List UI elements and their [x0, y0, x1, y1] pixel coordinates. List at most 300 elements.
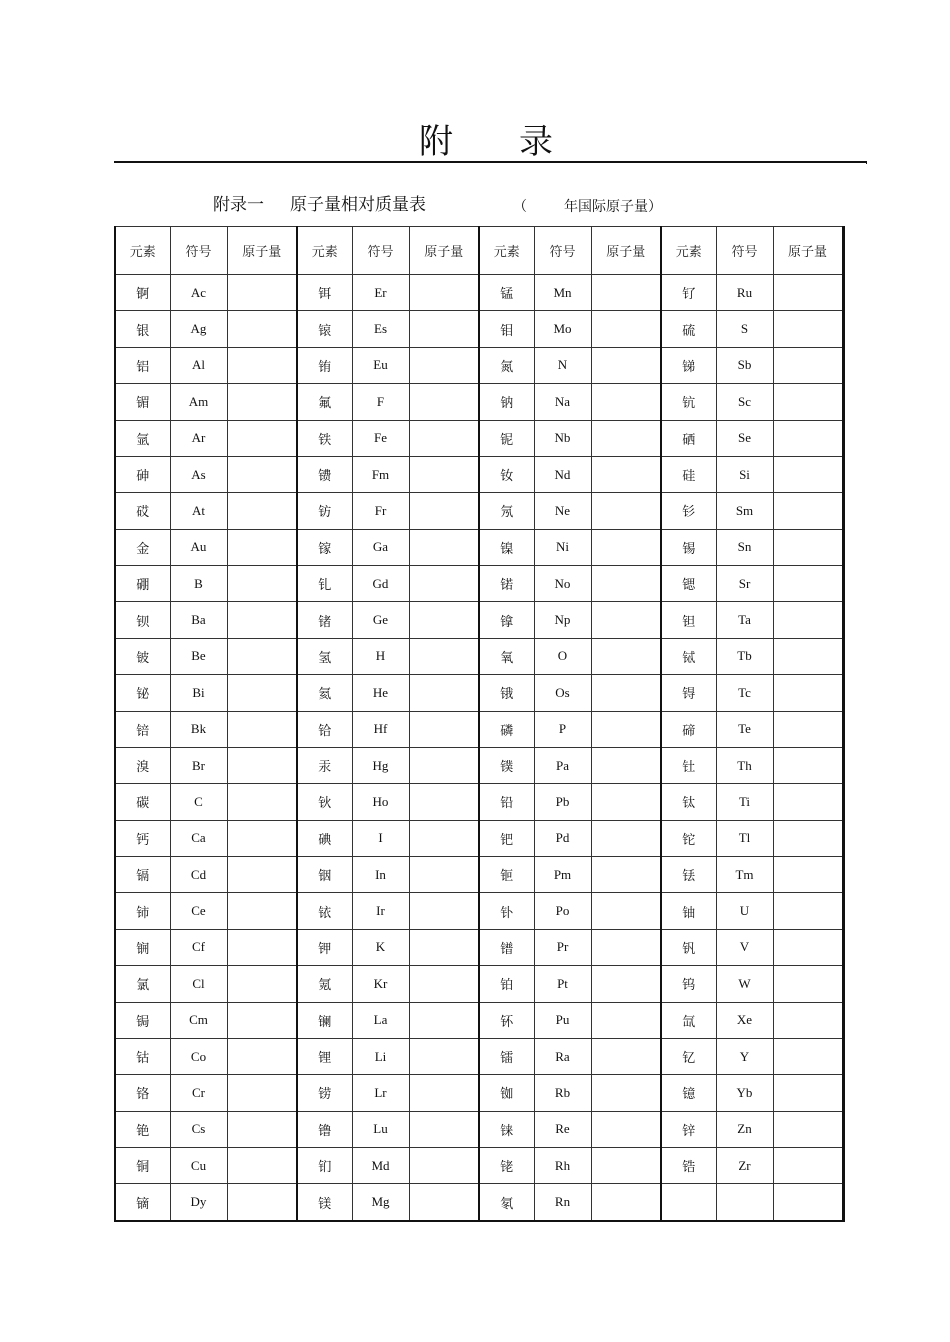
element-symbol-cell: Te	[716, 711, 773, 747]
atomic-mass-cell	[409, 675, 479, 711]
element-name-cell: 钠	[479, 384, 534, 420]
element-symbol-cell: Th	[716, 747, 773, 783]
element-symbol-cell: F	[352, 384, 409, 420]
atomic-mass-cell	[409, 893, 479, 929]
atomic-mass-cell	[591, 420, 661, 456]
atomic-mass-cell	[227, 275, 297, 311]
atomic-mass-cell	[591, 638, 661, 674]
atomic-mass-cell	[591, 929, 661, 965]
atomic-mass-cell	[227, 420, 297, 456]
element-name-cell: 钴	[115, 1038, 170, 1074]
table-row	[115, 311, 843, 347]
element-name-cell: 铑	[479, 1148, 534, 1184]
atomic-mass-cell	[591, 675, 661, 711]
atomic-mass-cell	[227, 966, 297, 1002]
element-symbol-cell: Y	[716, 1038, 773, 1074]
element-name-cell: 砷	[115, 456, 170, 492]
atomic-mass-cell	[773, 1148, 843, 1184]
element-symbol-cell: S	[716, 311, 773, 347]
atomic-mass-cell	[409, 347, 479, 383]
atomic-mass-cell	[591, 893, 661, 929]
element-symbol-cell: Gd	[352, 566, 409, 602]
atomic-mass-cell	[409, 420, 479, 456]
atomic-mass-cell	[409, 1038, 479, 1074]
atomic-mass-cell	[591, 311, 661, 347]
element-name-cell: 铼	[479, 1111, 534, 1147]
atomic-mass-cell	[409, 493, 479, 529]
element-symbol-cell: I	[352, 820, 409, 856]
element-name-cell: 砹	[115, 493, 170, 529]
element-symbol-cell: Cs	[170, 1111, 227, 1147]
atomic-mass-cell	[591, 966, 661, 1002]
element-symbol-cell: Li	[352, 1038, 409, 1074]
atomic-mass-cell	[227, 529, 297, 565]
atomic-mass-cell	[227, 893, 297, 929]
element-name-cell: 钷	[479, 857, 534, 893]
element-symbol-cell: Ar	[170, 420, 227, 456]
table-row	[115, 893, 843, 929]
element-name-cell: 氯	[115, 966, 170, 1002]
element-symbol-cell: Xe	[716, 1002, 773, 1038]
atomic-mass-cell	[773, 1111, 843, 1147]
element-name-cell: 镤	[479, 747, 534, 783]
element-symbol-cell: La	[352, 1002, 409, 1038]
atomic-mass-cell	[227, 784, 297, 820]
element-symbol-cell: Ho	[352, 784, 409, 820]
element-name-cell: 铪	[297, 711, 352, 747]
table-row	[115, 675, 843, 711]
element-name-cell: 钫	[297, 493, 352, 529]
element-name-cell: 钋	[479, 893, 534, 929]
element-symbol-cell: Re	[534, 1111, 591, 1147]
element-name-cell: 镝	[115, 1184, 170, 1221]
table-row	[115, 966, 843, 1002]
element-symbol-cell: Ir	[352, 893, 409, 929]
element-symbol-cell: Si	[716, 456, 773, 492]
element-symbol-cell: Ne	[534, 493, 591, 529]
atomic-mass-cell	[227, 857, 297, 893]
element-symbol-cell: Pa	[534, 747, 591, 783]
header-symbol: 符号	[534, 227, 591, 275]
element-symbol-cell: Ru	[716, 275, 773, 311]
element-name-cell: 铱	[297, 893, 352, 929]
element-name-cell: 锝	[661, 675, 716, 711]
element-name-cell: 钐	[661, 493, 716, 529]
atomic-mass-cell	[227, 747, 297, 783]
element-symbol-cell: Bk	[170, 711, 227, 747]
table-row	[115, 857, 843, 893]
section-label: 附录一	[213, 195, 264, 215]
atomic-mass-cell	[227, 384, 297, 420]
element-symbol-cell: Mo	[534, 311, 591, 347]
element-symbol-cell: Cl	[170, 966, 227, 1002]
element-symbol-cell: Rn	[534, 1184, 591, 1221]
atomic-mass-cell	[409, 529, 479, 565]
element-name-cell: 氢	[297, 638, 352, 674]
element-name-cell: 钒	[661, 929, 716, 965]
element-name-cell: 钆	[297, 566, 352, 602]
atomic-mass-cell	[409, 747, 479, 783]
atomic-mass-cell	[409, 1002, 479, 1038]
atomic-mass-cell	[773, 1002, 843, 1038]
atomic-mass-cell	[591, 711, 661, 747]
element-name-cell: 钼	[479, 311, 534, 347]
element-symbol-cell: P	[534, 711, 591, 747]
element-name-cell: 铅	[479, 784, 534, 820]
atomic-mass-cell	[227, 566, 297, 602]
element-name-cell: 钔	[297, 1148, 352, 1184]
element-symbol-cell: Ti	[716, 784, 773, 820]
element-name-cell: 锡	[661, 529, 716, 565]
element-symbol-cell: No	[534, 566, 591, 602]
atomic-mass-cell	[227, 929, 297, 965]
atomic-mass-cell	[227, 820, 297, 856]
element-symbol-cell: Zr	[716, 1148, 773, 1184]
element-name-cell: 锶	[661, 566, 716, 602]
element-symbol-cell: Se	[716, 420, 773, 456]
element-symbol-cell: Dy	[170, 1184, 227, 1221]
table-body	[115, 275, 843, 1222]
table-row	[115, 420, 843, 456]
element-symbol-cell: B	[170, 566, 227, 602]
atomic-mass-cell	[773, 529, 843, 565]
atomic-mass-cell	[409, 1111, 479, 1147]
element-name-cell: 钾	[297, 929, 352, 965]
element-symbol-cell: Mg	[352, 1184, 409, 1221]
atomic-mass-cell	[409, 638, 479, 674]
table-row	[115, 566, 843, 602]
header-symbol: 符号	[352, 227, 409, 275]
element-name-cell: 碘	[297, 820, 352, 856]
element-name-cell: 钨	[661, 966, 716, 1002]
element-name-cell: 镁	[297, 1184, 352, 1221]
title-rule	[114, 161, 867, 163]
atomic-mass-cell	[773, 347, 843, 383]
element-name-cell: 氡	[479, 1184, 534, 1221]
element-name-cell: 氪	[297, 966, 352, 1002]
element-symbol-cell: Nd	[534, 456, 591, 492]
atomic-mass-cell	[227, 711, 297, 747]
element-symbol-cell: Au	[170, 529, 227, 565]
header-element: 元素	[297, 227, 352, 275]
atomic-mass-cell	[773, 675, 843, 711]
atomic-mass-cell	[773, 384, 843, 420]
element-name-cell	[661, 1184, 716, 1221]
element-name-cell: 锰	[479, 275, 534, 311]
element-symbol-cell: W	[716, 966, 773, 1002]
element-symbol-cell: Sm	[716, 493, 773, 529]
element-name-cell: 钪	[661, 384, 716, 420]
element-symbol-cell: Na	[534, 384, 591, 420]
atomic-mass-cell	[591, 602, 661, 638]
element-symbol-cell: Ba	[170, 602, 227, 638]
note-paren: （	[513, 199, 527, 215]
atomic-mass-cell	[227, 1111, 297, 1147]
element-name-cell: 铀	[661, 893, 716, 929]
element-name-cell: 锫	[115, 711, 170, 747]
atomic-mass-cell	[591, 456, 661, 492]
element-name-cell: 硅	[661, 456, 716, 492]
atomic-mass-cell	[773, 566, 843, 602]
element-symbol-cell: Lr	[352, 1075, 409, 1111]
atomic-mass-cell	[591, 857, 661, 893]
element-name-cell: 铕	[297, 347, 352, 383]
element-symbol-cell: Es	[352, 311, 409, 347]
atomic-mass-cell	[591, 529, 661, 565]
atomic-mass-cell	[409, 311, 479, 347]
element-name-cell: 溴	[115, 747, 170, 783]
element-name-cell: 镱	[661, 1075, 716, 1111]
element-symbol-cell: Hf	[352, 711, 409, 747]
atomic-mass-cell	[409, 456, 479, 492]
element-symbol-cell: Ca	[170, 820, 227, 856]
element-symbol-cell: Rh	[534, 1148, 591, 1184]
element-symbol-cell: Tc	[716, 675, 773, 711]
element-symbol-cell: Pt	[534, 966, 591, 1002]
element-symbol-cell: Sc	[716, 384, 773, 420]
atomic-mass-cell	[227, 493, 297, 529]
atomic-mass-cell	[591, 347, 661, 383]
element-name-cell: 锕	[115, 275, 170, 311]
header-atomic-mass: 原子量	[591, 227, 661, 275]
element-name-cell: 锔	[115, 1002, 170, 1038]
element-symbol-cell: Os	[534, 675, 591, 711]
element-name-cell: 镍	[479, 529, 534, 565]
atomic-mass-cell	[773, 638, 843, 674]
element-symbol-cell: Ta	[716, 602, 773, 638]
element-name-cell: 铍	[115, 638, 170, 674]
element-symbol-cell: Fr	[352, 493, 409, 529]
element-name-cell: 锗	[297, 602, 352, 638]
element-symbol-cell: Pu	[534, 1002, 591, 1038]
atomic-mass-cell	[773, 893, 843, 929]
element-name-cell: 钬	[297, 784, 352, 820]
element-symbol-cell: V	[716, 929, 773, 965]
element-name-cell: 锂	[297, 1038, 352, 1074]
element-name-cell: 钙	[115, 820, 170, 856]
element-symbol-cell: N	[534, 347, 591, 383]
element-symbol-cell: Sr	[716, 566, 773, 602]
element-name-cell: 铝	[115, 347, 170, 383]
atomic-mass-cell	[591, 566, 661, 602]
element-name-cell: 氧	[479, 638, 534, 674]
atomic-mass-cell	[591, 784, 661, 820]
atomic-mass-cell	[773, 275, 843, 311]
element-symbol-cell: Nb	[534, 420, 591, 456]
element-symbol-cell: Mn	[534, 275, 591, 311]
element-name-cell: 氩	[115, 420, 170, 456]
atomic-mass-cell	[409, 566, 479, 602]
element-symbol-cell: O	[534, 638, 591, 674]
section-heading	[213, 190, 426, 215]
atomic-mass-cell	[409, 857, 479, 893]
element-name-cell: 钇	[661, 1038, 716, 1074]
element-symbol-cell: Md	[352, 1148, 409, 1184]
atomic-mass-cell	[227, 1002, 297, 1038]
element-name-cell: 硫	[661, 311, 716, 347]
atomic-mass-cell	[409, 1075, 479, 1111]
table-row	[115, 784, 843, 820]
table-row	[115, 820, 843, 856]
element-name-cell: 铽	[661, 638, 716, 674]
element-name-cell: 镉	[115, 857, 170, 893]
element-name-cell: 氙	[661, 1002, 716, 1038]
atomic-mass-cell	[409, 1148, 479, 1184]
element-symbol-cell	[716, 1184, 773, 1221]
element-name-cell: 铟	[297, 857, 352, 893]
section-title: 原子量相对质量表	[290, 195, 426, 215]
element-symbol-cell: Ra	[534, 1038, 591, 1074]
element-name-cell: 铬	[115, 1075, 170, 1111]
atomic-mass-cell	[773, 820, 843, 856]
element-name-cell: 铒	[297, 275, 352, 311]
element-name-cell: 镓	[297, 529, 352, 565]
element-name-cell: 镄	[297, 456, 352, 492]
element-name-cell: 镭	[479, 1038, 534, 1074]
atomic-mass-cell	[773, 311, 843, 347]
table-row	[115, 929, 843, 965]
table-row	[115, 747, 843, 783]
element-name-cell: 氟	[297, 384, 352, 420]
atomic-mass-cell	[409, 384, 479, 420]
table-row	[115, 1111, 843, 1147]
element-symbol-cell: As	[170, 456, 227, 492]
element-symbol-cell: Sn	[716, 529, 773, 565]
atomic-mass-cell	[409, 1184, 479, 1221]
element-symbol-cell: Ni	[534, 529, 591, 565]
element-name-cell: 钍	[661, 747, 716, 783]
atomic-mass-cell	[591, 493, 661, 529]
table-row	[115, 493, 843, 529]
atomic-mass-cell	[591, 1111, 661, 1147]
element-name-cell: 铜	[115, 1148, 170, 1184]
page-title-char-2: 录	[519, 122, 553, 162]
atomic-mass-table	[114, 226, 845, 1222]
table-row	[115, 1038, 843, 1074]
table-row	[115, 384, 843, 420]
element-symbol-cell: Tb	[716, 638, 773, 674]
element-symbol-cell: Hg	[352, 747, 409, 783]
element-symbol-cell: Cm	[170, 1002, 227, 1038]
element-name-cell: 碳	[115, 784, 170, 820]
atomic-mass-cell	[773, 857, 843, 893]
atomic-mass-cell	[591, 1148, 661, 1184]
header-symbol: 符号	[170, 227, 227, 275]
atomic-mass-cell	[409, 784, 479, 820]
atomic-mass-cell	[227, 1075, 297, 1111]
element-name-cell: 镧	[297, 1002, 352, 1038]
element-symbol-cell: Cr	[170, 1075, 227, 1111]
atomic-mass-cell	[409, 820, 479, 856]
atomic-mass-cell	[227, 602, 297, 638]
table-row	[115, 1184, 843, 1221]
note-text: 年国际原子量）	[564, 199, 662, 215]
atomic-mass-cell	[227, 1148, 297, 1184]
element-symbol-cell: Fe	[352, 420, 409, 456]
element-name-cell: 镎	[479, 602, 534, 638]
table-row	[115, 1075, 843, 1111]
element-symbol-cell: Al	[170, 347, 227, 383]
atomic-mass-cell	[409, 602, 479, 638]
atomic-mass-cell	[591, 1002, 661, 1038]
section-note	[513, 196, 662, 216]
element-name-cell: 钛	[661, 784, 716, 820]
element-symbol-cell: H	[352, 638, 409, 674]
element-symbol-cell: Cd	[170, 857, 227, 893]
element-symbol-cell: Pd	[534, 820, 591, 856]
atomic-mass-cell	[773, 602, 843, 638]
atomic-mass-cell	[227, 638, 297, 674]
element-name-cell: 铈	[115, 893, 170, 929]
atomic-mass-cell	[773, 1038, 843, 1074]
element-name-cell: 铥	[661, 857, 716, 893]
element-symbol-cell: Lu	[352, 1111, 409, 1147]
element-symbol-cell: Zn	[716, 1111, 773, 1147]
element-symbol-cell: Pr	[534, 929, 591, 965]
element-symbol-cell: Be	[170, 638, 227, 674]
element-symbol-cell: Yb	[716, 1075, 773, 1111]
element-name-cell: 钚	[479, 1002, 534, 1038]
atomic-mass-cell	[409, 929, 479, 965]
element-name-cell: 钽	[661, 602, 716, 638]
element-symbol-cell: U	[716, 893, 773, 929]
header-atomic-mass: 原子量	[409, 227, 479, 275]
element-name-cell: 锌	[661, 1111, 716, 1147]
atomic-mass-cell	[591, 747, 661, 783]
element-name-cell: 汞	[297, 747, 352, 783]
element-symbol-cell: Br	[170, 747, 227, 783]
element-symbol-cell: Kr	[352, 966, 409, 1002]
element-name-cell: 氮	[479, 347, 534, 383]
table-row	[115, 347, 843, 383]
element-symbol-cell: Ac	[170, 275, 227, 311]
table-row	[115, 529, 843, 565]
atomic-mass-cell	[591, 1038, 661, 1074]
atomic-mass-cell	[227, 675, 297, 711]
table-row	[115, 275, 843, 311]
element-name-cell: 金	[115, 529, 170, 565]
atomic-mass-cell	[227, 1038, 297, 1074]
atomic-mass-cell	[227, 347, 297, 383]
atomic-mass-cell	[227, 456, 297, 492]
atomic-mass-cell	[591, 384, 661, 420]
element-name-cell: 碲	[661, 711, 716, 747]
atomic-mass-cell	[773, 456, 843, 492]
element-name-cell: 氦	[297, 675, 352, 711]
page-title-char-1: 附	[419, 122, 453, 162]
element-name-cell: 镨	[479, 929, 534, 965]
atomic-mass-cell	[409, 966, 479, 1002]
element-name-cell: 钯	[479, 820, 534, 856]
element-symbol-cell: Bi	[170, 675, 227, 711]
atomic-mass-cell	[773, 966, 843, 1002]
atomic-mass-cell	[591, 1184, 661, 1221]
table-row	[115, 456, 843, 492]
element-name-cell: 锆	[661, 1148, 716, 1184]
element-symbol-cell: Er	[352, 275, 409, 311]
table-row	[115, 602, 843, 638]
element-name-cell: 氖	[479, 493, 534, 529]
element-name-cell: 锇	[479, 675, 534, 711]
header-atomic-mass: 原子量	[773, 227, 843, 275]
header-symbol: 符号	[716, 227, 773, 275]
element-symbol-cell: Co	[170, 1038, 227, 1074]
atomic-mass-cell	[409, 711, 479, 747]
atomic-mass-cell	[773, 1075, 843, 1111]
table-header-row	[115, 227, 843, 275]
element-symbol-cell: Sb	[716, 347, 773, 383]
element-symbol-cell: At	[170, 493, 227, 529]
